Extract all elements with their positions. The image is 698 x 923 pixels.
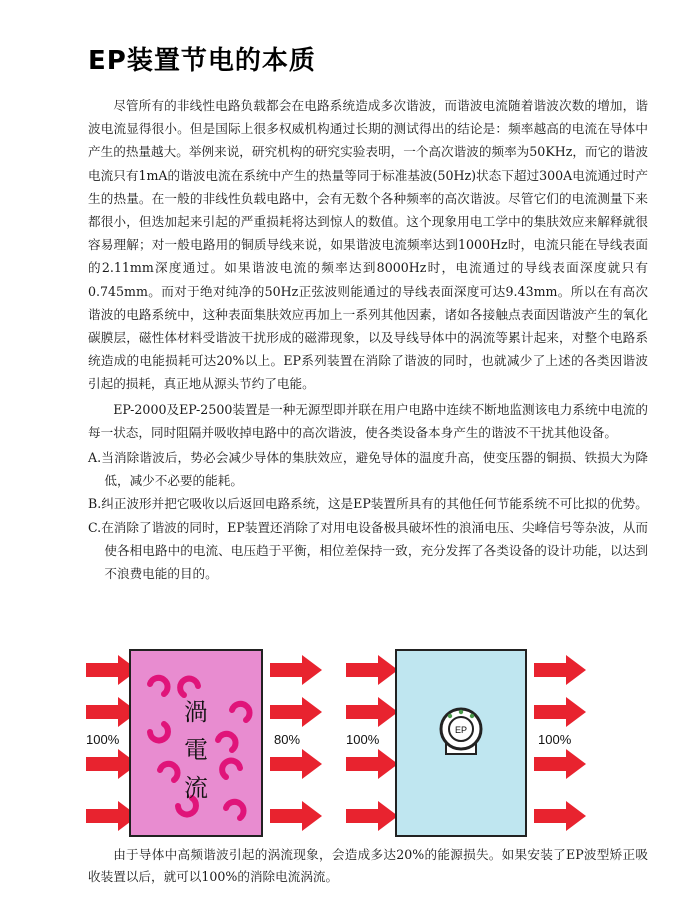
list-item-c: C.在消除了谐波的同时，EP装置还消除了对用电设备极具破坏性的浪涌电压、尖峰信号等杂波，从而使各相电路中的电流、电压趋于平衡，相位差保持一致，充分发挥了各类设备的设计功能，以达到不浪费电能的目的。 bbox=[88, 519, 648, 582]
list-item-b: B.纠正波形并把它吸收以后返回电路系统，这是EP装置所具有的其他任何节能系统不可比拟的优势。 bbox=[88, 496, 648, 512]
left-output-percent: 80% bbox=[274, 732, 301, 747]
paragraph-harmonics: 尽管所有的非线性电路负载都会在电路系统造成多次谐波，而谐波电流随着谐波次数的增加，谐波电流显得很小。但是国际上很多权威机构通过长期的测试得出的结论是：频率越高的电流在导体中产生的热量越大。举例来说，研究机构的研究实验表明，一个高次谐波的频率为50KHz，而它的谐波电流只有1mA的谐波电流在系统中产生的热量等同于标准基波(50Hz)状态下超过300A电流通过时产生的热量。在一般的非线性负载电路中，会有无数个各种频率的高次谐波。尽管它们的电流测量下来都很小，但迭加起来引起的严重损耗将达到惊人的数值。这个现象用电工学中的集肤效应来解释就很容易理解；对一般电路用的铜质导线来说，如果谐波电流频率达到1000Hz时，电流只能在导线表面的2.11mm深度通过。如果谐波电流的频率达到8000Hz时，电流通过的导线表面深度就只有0.745mm。而对于绝对纯净的50Hz正弦波则能通过的导线表面深度可达9.43mm。所以在有高次谐波的电路系统中，这种表面集肤效应再加上一系列其他因素，诸如各接触点表面因谐波产生的氧化碳膜层，磁性体材料受谐波干扰形成的磁滞现象，以及导线导体中的涡流等累计起来，对整个电路系统造成的电能损耗可达20%以上。EP系列装置在消除了谐波的同时，也就减少了上述的各类因谐波引起的损耗，真正地从源头节约了电能。 bbox=[88, 98, 648, 392]
eddy-current-diagram bbox=[0, 640, 698, 840]
ep-device-label: EP bbox=[454, 725, 468, 735]
body-text bbox=[88, 94, 648, 585]
footer-caption: 由于导体中高频谐波引起的涡流现象，会造成多达20%的能源损失。如果安装了EP波型矫正吸收装置以后，就可以100%的消除电流涡流。 bbox=[88, 847, 648, 884]
footer-text bbox=[88, 844, 648, 888]
left-input-percent: 100% bbox=[86, 732, 120, 747]
eddy-label-char-1: 渦 bbox=[184, 698, 208, 726]
page-title: EP装置节电的本质 bbox=[88, 46, 316, 76]
paragraph-ep-device: EP-2000及EP-2500装置是一种无源型即并联在用户电路中连续不断地监测该电力系统中电流的每一状态，同时阻隔并吸收掉电路中的高次谐波，使各类设备本身产生的谐波不干扰其他设备。 bbox=[88, 401, 648, 440]
eddy-label-char-2: 電 bbox=[184, 736, 208, 764]
right-output-percent: 100% bbox=[538, 732, 572, 747]
eddy-label-char-3: 流 bbox=[184, 774, 208, 802]
ep-device-icon bbox=[441, 709, 481, 754]
right-input-percent: 100% bbox=[346, 732, 380, 747]
list-item-a: A.当消除谐波后，势必会减少导体的集肤效应，避免导体的温度升高，使变压器的铜损、铁损大为降低，减少不必要的能耗。 bbox=[88, 450, 648, 489]
